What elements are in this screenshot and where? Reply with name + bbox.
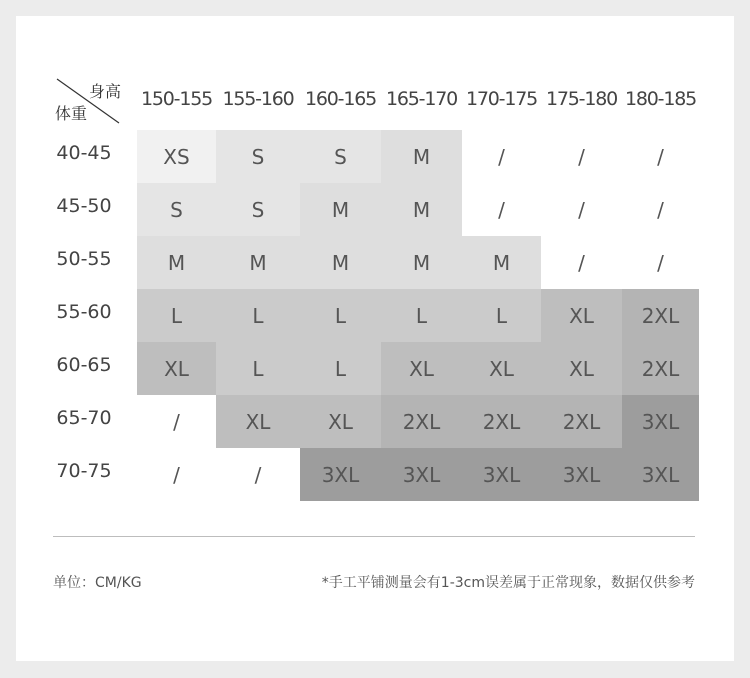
- size-cell: L: [300, 342, 381, 395]
- size-cell: M: [216, 236, 300, 289]
- size-cell: L: [216, 342, 300, 395]
- size-cell: S: [300, 130, 381, 183]
- size-cell: L: [137, 289, 216, 342]
- size-cell: 3XL: [381, 448, 462, 501]
- size-cell: 2XL: [622, 289, 699, 342]
- size-cell: XL: [462, 342, 541, 395]
- weight-label: 体重: [55, 104, 88, 123]
- size-cell: 2XL: [462, 395, 541, 448]
- size-cell: 3XL: [622, 395, 699, 448]
- size-cell: /: [622, 236, 699, 289]
- size-cell: /: [622, 130, 699, 183]
- size-cell: L: [300, 289, 381, 342]
- unit-note: 单位：CM/KG: [53, 575, 142, 591]
- row-header: 50-55: [56, 248, 112, 270]
- size-cell: 3XL: [541, 448, 622, 501]
- column-header: 165-170: [386, 88, 457, 110]
- row-header: 60-65: [56, 354, 112, 376]
- column-header: 175-180: [546, 88, 617, 110]
- size-cell: M: [381, 236, 462, 289]
- size-cell: M: [300, 183, 381, 236]
- footer-divider: [53, 536, 695, 537]
- size-cell: /: [137, 448, 216, 501]
- size-cell: M: [300, 236, 381, 289]
- row-header: 55-60: [56, 301, 112, 323]
- table-corner-header: [55, 77, 121, 125]
- size-cell: XL: [541, 342, 622, 395]
- size-cell: M: [381, 183, 462, 236]
- size-cell: /: [462, 183, 541, 236]
- size-cell: XL: [541, 289, 622, 342]
- row-header: 40-45: [56, 142, 112, 164]
- row-header: 70-75: [56, 460, 112, 482]
- row-header: 45-50: [56, 195, 112, 217]
- size-cell: /: [541, 130, 622, 183]
- size-cell: 3XL: [622, 448, 699, 501]
- size-cell: M: [462, 236, 541, 289]
- size-cell: L: [381, 289, 462, 342]
- size-cell: L: [216, 289, 300, 342]
- size-cell: S: [137, 183, 216, 236]
- column-header: 150-155: [141, 88, 212, 110]
- size-cell: 3XL: [462, 448, 541, 501]
- size-cell: XL: [216, 395, 300, 448]
- size-cell: /: [541, 236, 622, 289]
- measurement-disclaimer: *手工平铺测量会有1-3cm误差属于正常现象，数据仅供参考: [321, 575, 695, 591]
- size-cell: XL: [300, 395, 381, 448]
- size-cell: 3XL: [300, 448, 381, 501]
- size-cell: /: [462, 130, 541, 183]
- size-cell: L: [462, 289, 541, 342]
- size-cell: /: [541, 183, 622, 236]
- size-cell: /: [216, 448, 300, 501]
- size-cell: S: [216, 183, 300, 236]
- size-cell: S: [216, 130, 300, 183]
- row-header: 65-70: [56, 407, 112, 429]
- column-header: 180-185: [625, 88, 696, 110]
- size-cell: M: [381, 130, 462, 183]
- size-cell: 2XL: [622, 342, 699, 395]
- size-cell: 2XL: [381, 395, 462, 448]
- size-cell: XL: [381, 342, 462, 395]
- column-header: 155-160: [222, 88, 294, 110]
- size-cell: XL: [137, 342, 216, 395]
- column-header: 170-175: [466, 88, 537, 110]
- height-label: 身高: [88, 82, 121, 101]
- size-cell: /: [622, 183, 699, 236]
- size-cell: 2XL: [541, 395, 622, 448]
- size-cell: XS: [137, 130, 216, 183]
- size-cell: M: [137, 236, 216, 289]
- size-cell: /: [137, 395, 216, 448]
- column-header: 160-165: [305, 88, 376, 110]
